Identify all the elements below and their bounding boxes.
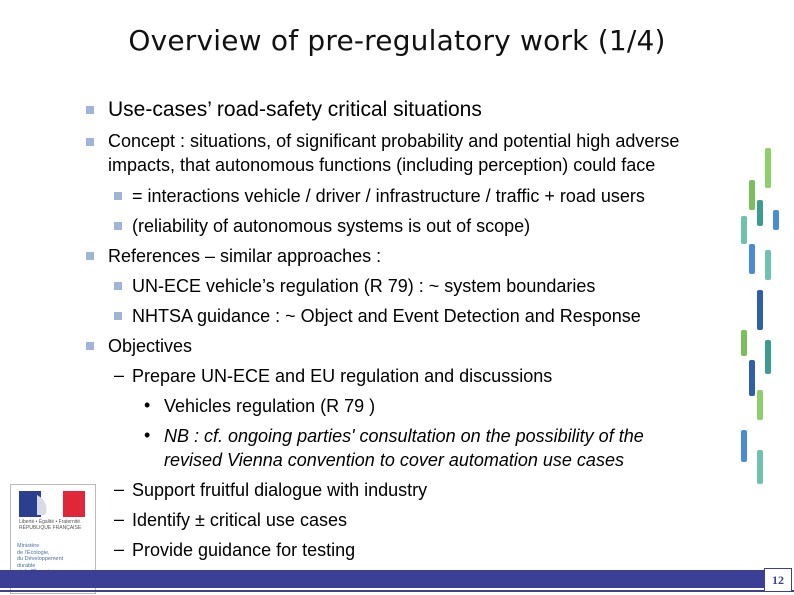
bullet-nb-line1: NB : cf. ongoing parties' consultation on the possibility of the <box>164 426 644 446</box>
bullet-dialogue: Support fruitful dialogue with industry <box>132 480 428 500</box>
page-number: 12 <box>764 568 792 592</box>
stripe <box>765 250 771 280</box>
square-bullet-icon <box>86 106 94 114</box>
slide-title: Overview of pre-regulatory work (1/4) <box>128 24 666 57</box>
square-bullet-icon <box>114 282 122 290</box>
square-bullet-icon <box>114 222 122 230</box>
bullet-reliability: (reliability of autonomous systems is out of scope) <box>132 216 531 236</box>
footer-line <box>0 590 794 592</box>
bullet-nb-line2: revised Vienna convention to cover automation use cases <box>164 450 624 470</box>
square-bullet-icon <box>114 192 122 200</box>
stripe <box>757 450 763 484</box>
stripe <box>749 360 755 396</box>
square-bullet-icon <box>86 342 94 350</box>
bullet-interactions: = interactions vehicle / driver / infrastructure / traffic + road users <box>132 186 645 206</box>
dash-marker: – <box>114 479 125 499</box>
bullet-testing: Provide guidance for testing <box>132 540 356 560</box>
square-bullet-icon <box>114 312 122 320</box>
stripe <box>749 180 755 210</box>
dash-marker: – <box>114 365 125 385</box>
bullet-concept-line1: Concept : situations, of significant probability and potential high adverse <box>108 131 680 151</box>
footer-bar <box>0 570 768 588</box>
stripe <box>765 148 771 188</box>
bullet-vehicles-regulation: Vehicles regulation (R 79 ) <box>164 396 376 416</box>
ministry-text: Ministère de l'Écologie, du Développement durable <box>17 543 64 569</box>
stripe <box>749 244 755 274</box>
marianne-flag-icon <box>19 491 85 517</box>
dash-marker: – <box>114 539 125 559</box>
decorative-stripes <box>735 140 789 500</box>
dash-marker: – <box>114 509 125 529</box>
bullet-concept-line2: impacts, that autonomous functions (including perception) could face <box>108 155 656 175</box>
stripe <box>765 340 771 374</box>
stripe <box>741 330 747 356</box>
stripe <box>741 216 747 244</box>
republic-text: Liberté • Égalité • Fraternité RÉPUBLIQUE FRANÇAISE <box>19 519 82 531</box>
dot-marker: • <box>144 425 151 445</box>
stripe <box>773 210 779 230</box>
bullet-prepare: Prepare UN-ECE and EU regulation and discussions <box>132 366 553 386</box>
stripe <box>757 200 763 226</box>
bullet-unece: UN-ECE vehicle’s regulation (R 79) : ~ system boundaries <box>132 276 596 296</box>
bullet-use-cases: Use-cases’ road-safety critical situations <box>108 98 482 121</box>
bullet-identify: Identify ± critical use cases <box>132 510 347 530</box>
stripe <box>757 290 763 330</box>
square-bullet-icon <box>86 252 94 260</box>
bullet-references: References – similar approaches : <box>108 246 382 266</box>
dot-marker: • <box>144 395 151 415</box>
bullet-objectives: Objectives <box>108 336 193 356</box>
stripe <box>757 390 763 420</box>
stripe <box>741 430 747 462</box>
square-bullet-icon <box>86 138 94 146</box>
bullet-nhtsa: NHTSA guidance : ~ Object and Event Detection and Response <box>132 306 641 326</box>
